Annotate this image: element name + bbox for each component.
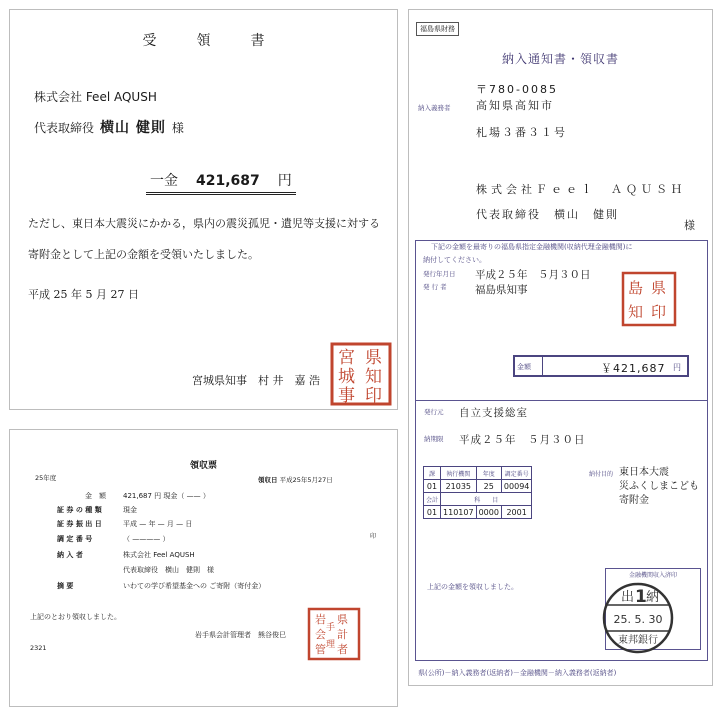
- doc1-recipient-honorific: 様: [171, 121, 184, 135]
- doc1-date: 平成 25 年 5 月 27 日: [28, 288, 139, 301]
- code-cell: 110107: [441, 506, 477, 519]
- doc1-title: 受領書: [142, 33, 305, 49]
- stamp-number: 1: [635, 587, 647, 607]
- doc3-rep: 代表取締役 横山 健則: [476, 208, 619, 221]
- doc1-recipient-company: 株式会社 Feel AQUSH: [34, 90, 157, 104]
- doc3-code-table: [423, 466, 532, 519]
- doc3-bank-label: 金融機関収入済印: [628, 572, 677, 579]
- doc2-amount-row: [57, 491, 210, 501]
- doc3-memo-line: 東日本大震: [619, 467, 669, 478]
- doc2-fiscal-year: 25年度: [35, 474, 57, 482]
- doc2-row-value: 株式会社 Feel AQUSH: [123, 551, 195, 559]
- doc2-row-value: いわての学び希望基金への ご寄附（寄付金）: [123, 582, 266, 590]
- code-cell: 00094: [501, 480, 531, 493]
- svg-text:知: 知: [628, 303, 644, 321]
- svg-text:県: 県: [365, 348, 382, 368]
- table-row: [424, 467, 532, 480]
- svg-text:印: 印: [651, 303, 667, 321]
- fukushima-seal-icon: [621, 271, 677, 327]
- doc2-row: [57, 550, 195, 560]
- doc2-row: [57, 505, 137, 515]
- code-header: 調定番号: [501, 467, 531, 480]
- doc2-row-value: 現金: [123, 506, 137, 514]
- code-header: 年度: [476, 467, 501, 480]
- doc2-title: 領収票: [189, 461, 217, 471]
- doc2-code: 2321: [30, 644, 47, 652]
- svg-text:県: 県: [337, 613, 348, 626]
- doc2-row-value: （ ———— ）: [123, 535, 170, 543]
- doc2-row-label: 納 入 者: [57, 551, 83, 559]
- doc3-tag: 福島県財務: [416, 22, 459, 36]
- svg-text:管: 管: [315, 643, 326, 656]
- svg-text:宮: 宮: [338, 348, 355, 368]
- doc1-amount: [146, 170, 296, 195]
- miyagi-receipt: [9, 9, 398, 410]
- doc3-pay-date: 平成２５年 ５月３０日: [459, 434, 586, 446]
- svg-text:会: 会: [315, 628, 326, 641]
- code-cell: 25: [476, 480, 501, 493]
- doc3-received-text: 上記の金額を領収しました。: [427, 583, 518, 591]
- svg-text:者: 者: [337, 643, 348, 656]
- doc3-memo-line: 寄附金: [619, 495, 649, 506]
- code-cell: 01: [424, 506, 441, 519]
- stamp-bank: 東邦銀行: [618, 635, 658, 646]
- svg-text:城: 城: [338, 367, 355, 387]
- doc3-issue-date: 平成２５年 ５月３０日: [475, 269, 591, 281]
- doc3-postal: 〒780-0085: [476, 83, 558, 96]
- stamp-top: 出: [621, 590, 635, 605]
- svg-text:計: 計: [337, 628, 348, 641]
- doc3-honorific: 様: [684, 219, 695, 232]
- doc1-amount-prefix: 一金: [150, 173, 178, 189]
- svg-text:岩: 岩: [315, 613, 326, 626]
- fukushima-notice: [408, 9, 713, 686]
- doc3-company: 株式会社Ｆｅｅｌ ＡＱＵＳＨ: [476, 183, 686, 196]
- svg-text:知: 知: [365, 367, 382, 387]
- doc2-row-label: 証 券 振 出 日: [57, 520, 102, 528]
- doc3-issue-date-label: 発行年月日: [423, 270, 456, 278]
- doc3-payer-label: 納入義務者: [418, 104, 451, 112]
- iwate-receipt: [9, 429, 398, 707]
- doc2-issuer: 岩手県会計管理者 熊谷俊巳: [195, 631, 286, 639]
- doc3-amount-unit: 円: [673, 363, 681, 372]
- code-header: 課: [424, 467, 441, 480]
- svg-text:印: 印: [365, 386, 382, 406]
- doc2-mark: 印: [370, 533, 377, 540]
- doc1-signer: 宮城県知事 村 井 嘉 浩: [192, 374, 320, 387]
- doc1-body-line2: 寄附金として上記の金額を受領いたしました。: [28, 248, 259, 261]
- doc3-office: 自立支援総室: [459, 407, 528, 419]
- code-cell: 2001: [501, 506, 531, 519]
- doc3-memo-line: 災ふくしまこども: [619, 481, 699, 492]
- doc2-footer-text: 上記のとおり領収しました。: [30, 613, 121, 621]
- doc3-amount-label: 金額: [517, 363, 531, 371]
- doc2-row: [57, 581, 265, 591]
- code-header: 執行機関: [441, 467, 477, 480]
- doc3-instruction2: 納付してください。: [423, 256, 486, 264]
- doc3-amount: ￥421,687: [601, 362, 666, 375]
- table-row: [424, 480, 532, 493]
- doc2-payer-rep: 代表取締役 横山 健則 様: [123, 566, 214, 574]
- doc1-recipient-name: 横山 健則: [100, 120, 166, 136]
- doc1-body-line1: ただし、東日本大震災にかかる，県内の震災孤児・遺児等支援に対する: [28, 217, 380, 230]
- doc2-row: [57, 534, 169, 544]
- svg-text:理: 理: [326, 640, 336, 650]
- doc2-row: [57, 519, 192, 529]
- doc3-issuer-label: 発 行 者: [423, 283, 447, 291]
- svg-text:事: 事: [338, 386, 355, 406]
- code-cell: 21035: [441, 480, 477, 493]
- doc2-row-value: 平成 — 年 — 月 — 日: [123, 520, 193, 528]
- doc3-footer: 県(公所)－納入義務者(返納者)－金融機関－納入義務者(返納者): [418, 669, 617, 677]
- doc3-memo-label: 納付目的: [589, 471, 614, 478]
- doc1-amount-unit: 円: [277, 173, 292, 189]
- code-header: 会計: [424, 493, 441, 506]
- doc1-recipient-role: 代表取締役: [34, 121, 95, 135]
- doc2-received-date: 平成25年5月27日: [279, 476, 333, 484]
- iwate-seal-icon: [307, 607, 361, 661]
- doc3-office-label: 発行元: [424, 408, 444, 416]
- miyagi-seal-icon: [329, 341, 393, 407]
- doc3-issuer: 福島県知事: [475, 284, 528, 296]
- svg-text:県: 県: [651, 279, 667, 297]
- doc1-recipient: [34, 117, 184, 137]
- doc1-amount-value: 421,687: [196, 173, 260, 189]
- doc2-amount-text: 421,687 円 現金（ —— ）: [123, 492, 210, 500]
- doc3-address2: 札場３番３１号: [476, 126, 567, 139]
- doc2-row-label: 証 券 の 種 類: [57, 506, 102, 514]
- doc3-memo: [619, 466, 699, 508]
- doc3-address1: 高知県高知市: [476, 99, 554, 112]
- code-cell: 0000: [476, 506, 501, 519]
- table-row: [424, 506, 532, 519]
- table-row: [424, 493, 532, 506]
- code-header: 科 目: [441, 493, 532, 506]
- doc3-title: 納入通知書・領収書: [501, 52, 619, 66]
- doc3-instruction1: 下記の金額を最寄りの福島県指定金融機関(収納代理金融機関)に: [431, 243, 633, 251]
- svg-text:島: 島: [628, 279, 644, 297]
- doc2-row-label: 調 定 番 号: [57, 535, 93, 543]
- doc2-received: [258, 475, 333, 484]
- doc3-pay-date-label: 納期限: [424, 435, 444, 443]
- stamp-date: 25. 5. 30: [613, 613, 663, 626]
- svg-text:手: 手: [326, 623, 336, 633]
- doc2-received-label: 領収日: [258, 476, 278, 484]
- doc2-row-label: 摘 要: [57, 582, 74, 590]
- doc2-amount-label: 金 額: [85, 492, 106, 500]
- bank-date-stamp-icon: [599, 578, 677, 656]
- doc3-amount-divider: [542, 355, 543, 377]
- stamp-mark: 納: [646, 590, 660, 605]
- code-cell: 01: [424, 480, 441, 493]
